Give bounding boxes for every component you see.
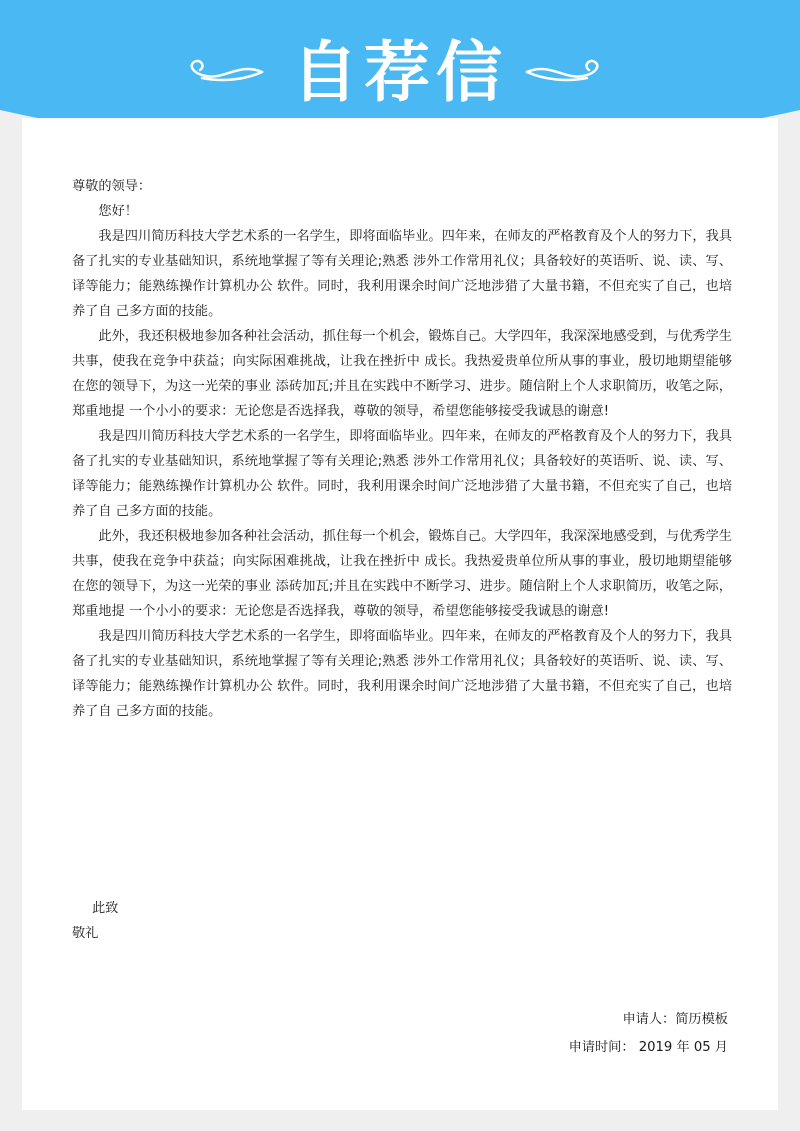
signature-block: [569, 1006, 728, 1062]
right-swirl-ornament: [525, 58, 611, 88]
closing-ci-zhi: 此致: [92, 901, 119, 916]
paragraph: 此外，我还积极地参加各种社会活动，抓住每一个机会，锻炼自己。大学四年，我深深地感受到，与优秀学生共事，使我在竞争中获益；向实际困难挑战，让我在挫折中 成长。我热爱贵单位所从事的事业，殷切地期望能够在您的领导下，为这一光荣的事业 添砖加瓦;并且在实践中不断学习、进步。随信附上个人求职简历，收笔之际，郑重地提 一个小小的要求：无论您是否选择我，尊敬的领导，希望您能够接受我诚恳的谢意!: [72, 329, 732, 419]
closing-jing-li: 敬礼: [72, 926, 99, 941]
left-swirl-ornament: [178, 58, 264, 88]
letter-body: [72, 174, 732, 724]
salutation: 尊敬的领导：: [72, 179, 152, 194]
page-title: 自荐信: [292, 34, 508, 111]
applicant-line: 申请人：简历模板: [622, 1012, 728, 1027]
paragraph: 此外，我还积极地参加各种社会活动，抓住每一个机会，锻炼自己。大学四年，我深深地感受到，与优秀学生共事，使我在竞争中获益；向实际困难挑战，让我在挫折中 成长。我热爱贵单位所从事的事业，殷切地期望能够在您的领导下，为这一光荣的事业 添砖加瓦;并且在实践中不断学习、进步。随信附上个人求职简历，收笔之际，郑重地提 一个小小的要求：无论您是否选择我，尊敬的领导，希望您能够接受我诚恳的谢意!: [72, 529, 732, 619]
greeting: 您好！: [98, 204, 138, 219]
closing: [72, 896, 118, 946]
date-line: 申请时间： 2019 年 05 月: [568, 1040, 728, 1055]
paragraph: 我是四川简历科技大学艺术系的一名学生，即将面临毕业。四年来，在师友的严格教育及个人的努力下，我具备了扎实的专业基础知识，系统地掌握了等有关理论;熟悉 涉外工作常用礼仪；具备较好的英语听、说、读、写、译等能力；能熟练操作计算机办公 软件。同时，我利用课余时间广泛地涉猎了大量书籍，不但充实了自己，也培养了自 己多方面的技能。: [72, 429, 732, 519]
paragraph: 我是四川简历科技大学艺术系的一名学生，即将面临毕业。四年来，在师友的严格教育及个人的努力下，我具备了扎实的专业基础知识，系统地掌握了等有关理论;熟悉 涉外工作常用礼仪；具备较好的英语听、说、读、写、译等能力；能熟练操作计算机办公 软件。同时，我利用课余时间广泛地涉猎了大量书籍，不但充实了自己，也培养了自 己多方面的技能。: [72, 629, 732, 719]
paragraph: 我是四川简历科技大学艺术系的一名学生，即将面临毕业。四年来，在师友的严格教育及个人的努力下，我具备了扎实的专业基础知识，系统地掌握了等有关理论;熟悉 涉外工作常用礼仪；具备较好的英语听、说、读、写、译等能力；能熟练操作计算机办公 软件。同时，我利用课余时间广泛地涉猎了大量书籍，不但充实了自己，也培养了自 己多方面的技能。: [72, 229, 732, 319]
